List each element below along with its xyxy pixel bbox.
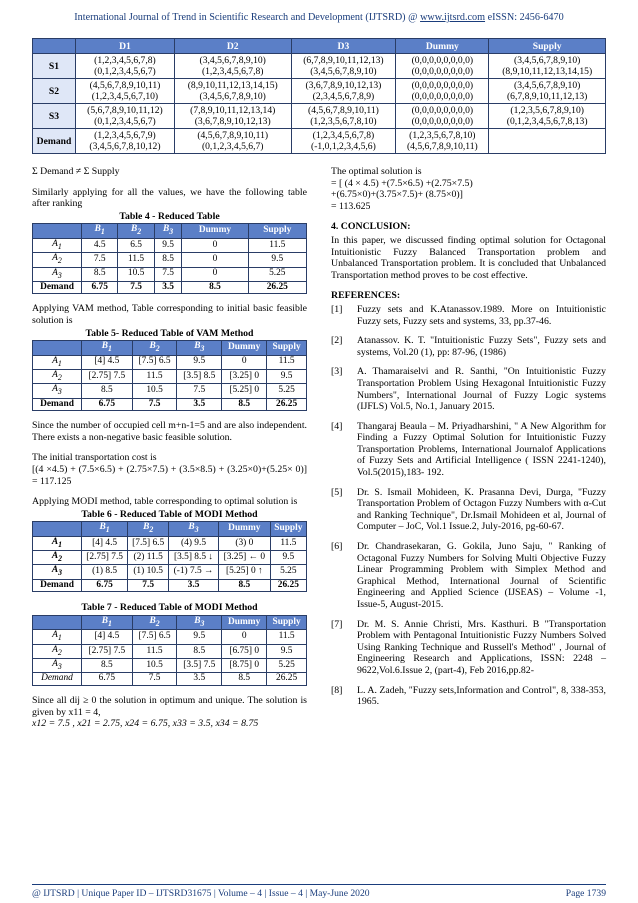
table-cell: (5,6,7,8,9,10,11,12) (0,1,2,3,4,5,6,7) (76, 104, 175, 129)
conclusion-text: In this paper, we discussed finding optimal solution for Octagonal Intuitionistic Fuzzy Balanced Transportation problem and Unbalanced Transportation problem. It is concluded that Unbalanced Transportation method proves to be cost effective. (331, 234, 606, 281)
column-header: $B_1$ (82, 224, 118, 238)
table-cell: (1,2,3,5,6,7,8,9,10) (0,1,2,3,4,5,6,7,8,13) (489, 104, 606, 129)
row-header: $A_1$ (33, 355, 82, 369)
row-header: $A_2$ (33, 644, 82, 658)
column-header: Dummy (218, 522, 270, 536)
row-header: $A_3$ (33, 267, 82, 281)
table-cell: (2) 11.5 (128, 551, 169, 565)
table-row (33, 267, 307, 281)
table-cell: 3.5 (154, 281, 182, 294)
reference-text: A. Thamaraiselvi and R. Santhi, "On Intuitionistic Fuzzy Transportation Problem Using Hexagonal Intuitionistic Fuzzy Numbers", International Journal of Fuzzy Logic systems (IJFLS) Vol.5, No.1, January 2015. (357, 366, 606, 413)
table-cell: [5.25] 0 ↑ (218, 565, 270, 579)
conclusion-heading: 4. CONCLUSION: (331, 221, 411, 233)
table-cell: (1,2,3,4,5,6,7,9) (3,4,5,6,7,8,10,12) (76, 129, 175, 154)
table-row (33, 536, 307, 550)
table-row (33, 355, 307, 369)
table-cell: 5.25 (267, 384, 307, 398)
table-cell: 9.5 (177, 630, 222, 644)
row-header: Demand (33, 673, 82, 686)
table-row (33, 630, 307, 644)
table-cell: 0 (182, 267, 248, 281)
table-cell: 0 (182, 238, 248, 252)
optimal-solution: The optimal solution is = [ (4 × 4.5) +(7.5×6.5) +(2.75×7.5) +(6.75×0)+(3.75×7.5)+ (8.75×0)] = 113.625 (331, 166, 473, 212)
table-cell: 3.5 (177, 673, 222, 686)
table-cell: (6,7,8,9,10,11,12,13) (3,4,5,6,7,8,9,10) (291, 54, 396, 79)
table-cell: 11.5 (132, 644, 177, 658)
table-cell: (-1) 7.5 → (169, 565, 219, 579)
reference-text: L. A. Zadeh, "Fuzzy sets,Information and Control", 8, 338-353, 1965. (357, 684, 606, 708)
table-cell: (0,0,0,0,0,0,0,0) (0,0,0,0,0,0,0,0) (396, 54, 489, 79)
row-header: $A_3$ (33, 565, 82, 579)
table-cell: (3,4,5,6,7,8,9,10) (6,7,8,9,10,11,12,13) (489, 79, 606, 104)
table-cell: 8.5 (82, 384, 133, 398)
table-cell: (4) 9.5 (169, 536, 219, 550)
row-header: $A_1$ (33, 630, 82, 644)
row-header: $A_2$ (33, 369, 82, 383)
table-cell: 4.5 (82, 238, 118, 252)
reference-item (331, 421, 606, 479)
table-row (33, 253, 307, 267)
row-header: S1 (33, 54, 76, 79)
page-number: Page 1739 (565, 888, 606, 899)
table5-caption: Table 5- Reduced Table of VAM Method (85, 327, 254, 339)
table-cell: 11.5 (248, 238, 306, 252)
column-header: Supply (248, 224, 306, 238)
column-header: Supply (489, 39, 606, 54)
table-cell: [2.75] 7.5 (82, 644, 133, 658)
table-cell: 8.5 (222, 398, 267, 411)
table-cell: (4,5,6,7,8,9,10,11) (1,2,3,5,6,7,8,10) (291, 104, 396, 129)
column-header: $B_2$ (128, 522, 169, 536)
column-header: $B_1$ (82, 615, 133, 629)
table-cell: 11.5 (267, 355, 307, 369)
table-cell: [6.75] 0 (222, 644, 267, 658)
table-cell: 10.5 (132, 384, 177, 398)
table-cell: 0 (222, 630, 267, 644)
table-cell: (3) 0 (218, 536, 270, 550)
reference-text: Thangaraj Beaula – M. Priyadharshini, " A New Algorithm for Finding a Fuzzy Optimal Solution for Intuitionistic Fuzzy Transportation Problems, International Journalof Applications of Fuzzy Sets and Artificial Intelligence ( ISSN 2241-1240), Vol.5(2015),183- 192. (357, 420, 606, 479)
table-cell: 11.5 (270, 536, 306, 550)
row-header: S3 (33, 104, 76, 129)
column-header: $B_1$ (82, 522, 128, 536)
reference-number: [6] (331, 541, 343, 553)
table-row (33, 398, 307, 411)
reference-number: [2] (331, 335, 343, 347)
paragraph: Applying VAM method, Table corresponding to initial basic feasible solution is (32, 303, 307, 326)
table-cell: (1,2,3,4,5,6,7,8) (-1,0,1,2,3,4,5,6) (291, 129, 396, 154)
table-cell: [7.5] 6.5 (128, 536, 169, 550)
table-cell: [4] 4.5 (82, 536, 128, 550)
table-cell: 0 (222, 355, 267, 369)
column-header: D2 (174, 39, 291, 54)
column-header: D1 (76, 39, 175, 54)
column-header: $B_3$ (177, 341, 222, 355)
table-row (33, 104, 606, 129)
column-header: Supply (267, 615, 307, 629)
table-cell: 9.5 (248, 253, 306, 267)
column-header (33, 39, 76, 54)
table-cell: 6.5 (118, 238, 154, 252)
table-cell: 5.25 (248, 267, 306, 281)
table-row (33, 659, 307, 673)
octagonal-data-table (32, 38, 606, 154)
row-header: $A_1$ (33, 536, 82, 550)
table-cell: [3.5] 8.5 (177, 369, 222, 383)
table-cell: 9.5 (267, 369, 307, 383)
column-header: Supply (270, 522, 306, 536)
table-cell: (4,5,6,7,8,9,10,11) (0,1,2,3,4,5,6,7) (174, 129, 291, 154)
paragraph: Since all dij ≥ 0 the solution in optimum and unique. The solution is given by x11 = 4, x12 = 7.5 , x21 = 2.75, x24 = 6.75, x33 = 3.5, x34 = 8.75 (32, 694, 307, 730)
table-cell: 5.25 (270, 565, 306, 579)
table-cell: 3.5 (177, 398, 222, 411)
table-row (33, 644, 307, 658)
table7-caption: Table 7 - Reduced Table of MODI Method (81, 602, 258, 614)
table-cell: (1) 10.5 (128, 565, 169, 579)
table-cell: (3,6,7,8,9,10,12,13) (2,3,4,5,6,7,8,9) (291, 79, 396, 104)
page-footer (32, 884, 606, 899)
column-header: Dummy (182, 224, 248, 238)
row-header: $A_3$ (33, 384, 82, 398)
table-cell: 6.75 (82, 281, 118, 294)
table-cell: 9.5 (267, 644, 307, 658)
reference-item (331, 685, 606, 708)
row-header: $A_2$ (33, 551, 82, 565)
table-cell: 6.75 (82, 398, 133, 411)
table-row (33, 579, 307, 592)
table4 (32, 223, 307, 294)
table-cell: (3,4,5,6,7,8,9,10) (8,9,10,11,12,13,14,15) (489, 54, 606, 79)
column-header: Dummy (222, 615, 267, 629)
footer-info: @ IJTSRD | Unique Paper ID – IJTSRD31675 | Volume – 4 | Issue – 4 | May-June 2020 (32, 888, 370, 899)
right-column (331, 166, 606, 716)
table-cell: [3.25] 0 (222, 369, 267, 383)
table-cell: 9.5 (270, 551, 306, 565)
column-header (33, 341, 82, 355)
table-cell: 5.25 (267, 659, 307, 673)
paragraph: Applying MODI method, table corresponding to optimal solution is (32, 496, 298, 508)
table4-caption: Table 4 - Reduced Table (119, 210, 220, 222)
table-cell: 7.5 (177, 384, 222, 398)
table-cell: 6.75 (82, 673, 133, 686)
table-row (33, 369, 307, 383)
table-row (33, 129, 606, 154)
table-row (33, 281, 307, 294)
table-cell: 26.25 (270, 579, 306, 592)
reference-item (331, 619, 606, 677)
references-list (331, 304, 606, 708)
table-cell: [3.5] 8.5 ↓ (169, 551, 219, 565)
row-header: $A_1$ (33, 238, 82, 252)
reference-number: [3] (331, 366, 343, 378)
table7 (32, 615, 307, 686)
column-header: $B_3$ (177, 615, 222, 629)
column-header: Dummy (222, 341, 267, 355)
reference-item (331, 487, 606, 533)
table-cell: 8.5 (177, 644, 222, 658)
reference-number: [1] (331, 303, 343, 315)
table-cell: 8.5 (182, 281, 248, 294)
left-column (32, 166, 307, 739)
column-header: $B_2$ (132, 615, 177, 629)
table-cell: 8.5 (222, 673, 267, 686)
column-header: $B_3$ (154, 224, 182, 238)
table-cell: 7.5 (132, 673, 177, 686)
reference-text: Dr. S. Ismail Mohideen, K. Prasanna Devi, Durga, "Fuzzy Transportation Problem of Octagon Fuzzy Numbers with α-Cut and Ranking Technique", Dr.Ismail Mohideen et al, Journal of Computer – JoC, Vol.1 Issue.2, July-2016, pg-60-67. (357, 486, 606, 533)
table-cell: 26.25 (267, 398, 307, 411)
table-row (33, 551, 307, 565)
column-header (33, 224, 82, 238)
table-cell: 7.5 (118, 281, 154, 294)
row-header: Demand (33, 129, 76, 154)
table-cell: 7.5 (128, 579, 169, 592)
reference-text: Dr. M. S. Annie Christi, Mrs. Kasthuri. B "Transportation Problem with Pentagonal Intuitionistic Fuzzy Numbers Solved Using Ranking Technique and Russell's Method" , Journal of Engineering Research and Applications, ISSN: 2248 – 9622,Vol.6.Issue 2, (part-4), Feb 2016,pp.82- (357, 618, 606, 676)
table-cell: [4] 4.5 (82, 355, 133, 369)
table6-caption: Table 6 - Reduced Table of MODI Method (81, 508, 258, 520)
table-cell: 3.5 (169, 579, 219, 592)
reference-text: Atanassov. K. T. "Intuitionistic Fuzzy Sets", Fuzzy sets and systems, Vol.20 (1), pp: 87-96, (1986) (357, 335, 606, 358)
row-header: Demand (33, 281, 82, 294)
column-header: Supply (267, 341, 307, 355)
reference-number: [8] (331, 684, 343, 696)
column-header: Dummy (396, 39, 489, 54)
reference-item (331, 335, 606, 358)
table-cell: (1,2,3,5,6,7,8,10) (4,5,6,7,8,9,10,11) (396, 129, 489, 154)
column-header: $B_2$ (118, 224, 154, 238)
table-cell: (1,2,3,4,5,6,7,8) (0,1,2,3,4,5,6,7) (76, 54, 175, 79)
journal-name: International Journal of Trend in Scientific Research and Development (IJTSRD) (74, 12, 406, 23)
reference-number: [5] (331, 486, 343, 498)
table-cell: [7.5] 6.5 (132, 630, 177, 644)
paragraph: Similarly applying for all the values, we have the following table after ranking (32, 186, 307, 210)
table-row (33, 673, 307, 686)
page-header: International Journal of Trend in Scientific Research and Development (IJTSRD) @ www.ijtsrd.com eISSN: 2456-6470 (74, 12, 564, 23)
paragraph: The initial transportation cost is [(4 ×4.5) + (7.5×6.5) + (2.75×7.5) + (3.5×8.5) + (3.25×0)+(5.25× 0)] = 117.125 (32, 452, 307, 487)
table-cell: 7.5 (154, 267, 182, 281)
table-cell: 10.5 (132, 659, 177, 673)
column-header (33, 615, 82, 629)
column-header: $B_1$ (82, 341, 133, 355)
table-cell: 26.25 (267, 673, 307, 686)
table-cell: 6.75 (82, 579, 128, 592)
sum-inequality: Σ Demand ≠ Σ Supply (32, 166, 120, 177)
table-cell: 8.5 (82, 267, 118, 281)
table-cell: [2.75] 7.5 (82, 369, 133, 383)
table-row (33, 79, 606, 104)
table-cell: [4] 4.5 (82, 630, 133, 644)
table-cell: 7.5 (132, 398, 177, 411)
reference-item (331, 304, 606, 327)
column-header: $B_2$ (132, 341, 177, 355)
reference-number: [4] (331, 420, 343, 432)
row-header: S2 (33, 79, 76, 104)
table-cell: 11.5 (267, 630, 307, 644)
reference-item (331, 541, 606, 611)
reference-number: [7] (331, 618, 343, 630)
journal-link[interactable]: www.ijtsrd.com (420, 12, 486, 23)
table-cell: (0,0,0,0,0,0,0,0) (0,0,0,0,0,0,0,0) (396, 79, 489, 104)
table-cell: [2.75] 7.5 (82, 551, 128, 565)
table-cell: 9.5 (177, 355, 222, 369)
table-cell: (0,0,0,0,0,0,0,0) (0,0,0,0,0,0,0,0) (396, 104, 489, 129)
table-cell: 8.5 (218, 579, 270, 592)
row-header: Demand (33, 398, 82, 411)
column-header: D3 (291, 39, 396, 54)
table-cell: [7.5] 6.5 (132, 355, 177, 369)
paragraph: Since the number of occupied cell m+n-1=5 and are also independent. There exists a non-negative basic feasible solution. (32, 420, 307, 443)
column-header: $B_3$ (169, 522, 219, 536)
table5 (32, 340, 307, 411)
table-cell: 11.5 (118, 253, 154, 267)
column-header (33, 522, 82, 536)
reference-text: Dr. Chandrasekaran, G. Gokila, Juno Saju, " Ranking of Octagonal Fuzzy Numbers for Solving Multi Objective Fuzzy Linear Programming Problem with Simplex Method and Graphical Method, International Journal of Scientific Engineering and Applied Science (IJSEAS) – Volume -1, Issue-5, August-2015. (357, 541, 606, 610)
table-cell: 8.5 (154, 253, 182, 267)
table-row (33, 565, 307, 579)
table-cell: (1) 8.5 (82, 565, 128, 579)
table-cell: [8.75] 0 (222, 659, 267, 673)
table-cell: [5.25] 0 (222, 384, 267, 398)
reference-item (331, 366, 606, 412)
row-header: $A_3$ (33, 659, 82, 673)
table-cell: (8,9,10,11,12,13,14,15) (3,4,5,6,7,8,9,10) (174, 79, 291, 104)
table-cell: 11.5 (132, 369, 177, 383)
table-row (33, 384, 307, 398)
table-row (33, 238, 307, 252)
table-cell: (3,4,5,6,7,8,9,10) (1,2,3,4,5,6,7,8) (174, 54, 291, 79)
table-cell: 8.5 (82, 659, 133, 673)
table-cell: [3.25] ← 0 (218, 551, 270, 565)
table-cell: 26.25 (248, 281, 306, 294)
table-cell: (4,5,6,7,8,9,10,11) (1,2,3,4,5,6,7,10) (76, 79, 175, 104)
row-header: Demand (33, 579, 82, 592)
table-row (33, 54, 606, 79)
table-cell: 0 (182, 253, 248, 267)
table-cell: (7,8,9,10,11,12,13,14) (3,6,7,8,9,10,12,13) (174, 104, 291, 129)
table-cell (489, 129, 606, 154)
table-cell: 9.5 (154, 238, 182, 252)
reference-text: Fuzzy sets and K.Atanassov.1989. More on Intuitionistic Fuzzy sets, Fuzzy sets and systems, 33, pp.37-46. (357, 303, 606, 327)
row-header: $A_2$ (33, 253, 82, 267)
table-cell: 10.5 (118, 267, 154, 281)
table-cell: 7.5 (82, 253, 118, 267)
references-heading: REFERENCES: (331, 290, 401, 302)
issn: eISSN: 2456-6470 (485, 12, 564, 23)
table-cell: [3.5] 7.5 (177, 659, 222, 673)
table6 (32, 521, 307, 592)
